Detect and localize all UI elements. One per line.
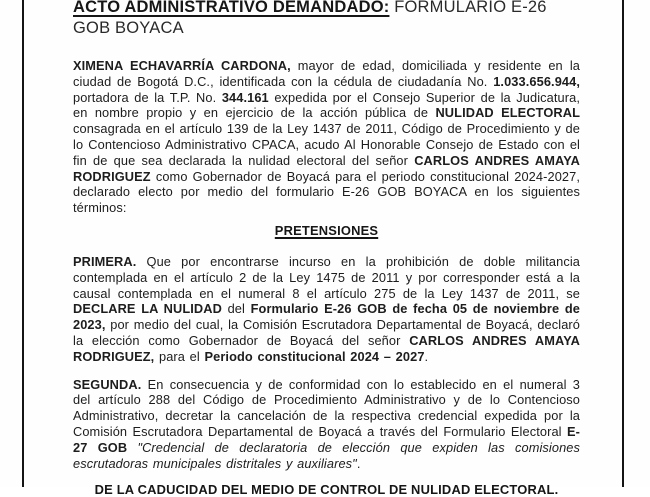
document-content bbox=[73, 0, 580, 497]
segunda-paragraph: SEGUNDA. En consecuencia y de conformidad con lo establecido en el numeral 3 del artículo 288 del Código de Procedimiento Administrativo y de lo Contencioso Administrativo, decretar la cancelación de la respectiva credencial expedida por la Comisión Escrutadora Departamental de Boyacá a través del Formulario Electoral E-27 GOB "Credencial de declaratoria de elección que expiden las comisiones escrutadoras municipales distritales y auxiliares". bbox=[73, 376, 581, 471]
acto-administrativo-label: ACTO ADMINISTRATIVO DEMANDADO: bbox=[73, 0, 390, 16]
table-border-right bbox=[622, 0, 624, 487]
intro-paragraph: XIMENA ECHAVARRÍA CARDONA, mayor de edad, domiciliada y residente en la ciudad de Bogotá D.C., identificada con la cédula de ciudadanía No. 1.033.656.944, portadora de la T.P. No. 344.161 expedida por el Consejo Superior de la Judicatura, en nombre propio y en ejercicio de la acción pública de NULIDAD ELECTORAL consagrada en el artículo 139 de la Ley 1437 de 2011, Código de Procedimiento y de lo Contencioso Administrativo CPACA, acudo Al Honorable Consejo de Estado con el fin de que sea declarada la nulidad electoral del señor CARLOS ANDRES AMAYA RODRIGUEZ como Gobernador de Boyacá para el periodo constitucional 2024-2027, declarado electo por medio del formulario E-26 GOB BOYACA en los siguientes términos: bbox=[73, 58, 581, 216]
caducidad-heading: DE LA CADUCIDAD DEL MEDIO DE CONTROL DE NULIDAD ELECTORAL. bbox=[94, 482, 559, 497]
pretensiones-heading: PRETENSIONES bbox=[274, 222, 379, 238]
table-border-left bbox=[22, 0, 24, 487]
primera-paragraph: PRIMERA. Que por encontrarse incurso en la prohibición de doble militancia contemplada en el artículo 2 de la Ley 1475 de 2011 y por corresponder está a la causal contemplada en el numeral 8 el artículo 275 de la Ley 1437 de 2011, se DECLARE LA NULIDAD del Formulario E-26 GOB de fecha 05 de noviembre de 2023, por medio del cual, la Comisión Escrutadora Departamental de Boyacá, declaró la elección como Gobernador de Boyacá del señor CARLOS ANDRES AMAYA RODRIGUEZ, para el Periodo constitucional 2024 – 2027. bbox=[73, 253, 580, 364]
acto-administrativo-value: FORMULARIO E-26 GOB BOYACA bbox=[73, 0, 547, 37]
document-title bbox=[73, 0, 580, 39]
